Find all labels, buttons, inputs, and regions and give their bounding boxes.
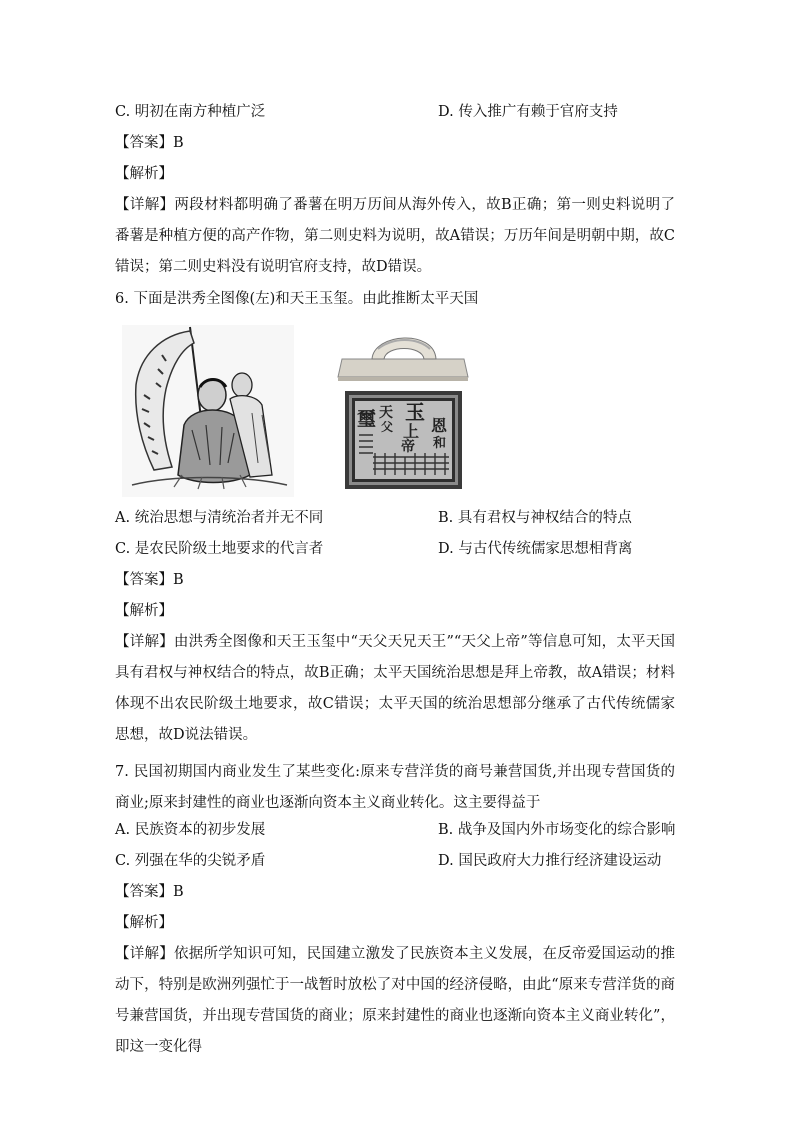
seal-char-tian: 天 [379,405,393,421]
q6-option-b: B. 具有君权与神权结合的特点 [438,510,632,526]
q7-answer: 【答案】B [115,884,184,900]
seal-char-xi: 璽 [357,408,377,430]
seal-char-yu: 玉 [405,400,425,424]
q7-option-c: C. 列强在华的尖锐矛盾 [115,853,266,869]
q6-answer: 【答案】B [115,572,184,588]
seal-char-di: 帝 [401,439,415,455]
seal-char-shang: 上 [403,422,420,441]
hong-xiuquan-portrait [122,325,294,497]
q5-detail: 【详解】两段材料都明确了番薯在明万历间从海外传入，故B正确；第一则史料说明了番薯是种植方便的高产作物，第二则史料为说明，故A错误；万历年间是明朝中期，故C错误；第二则史料没有说明官府支持，故D错误。 [115,197,675,275]
q7-stem: 7. 民国初期国内商业发生了某些变化:原来专营洋货的商号兼营国货,并出现专营国货的商业;原来封建性的商业也逐渐向资本主义商业转化。这主要得益于 [115,764,675,811]
q7-option-d: D. 国民政府大力推行经济建设运动 [438,853,662,869]
q6-option-a: A. 统治思想与清统治者并无不同 [115,510,324,526]
jade-seal-imprint [345,391,462,489]
seal-char-he: 和 [433,436,447,451]
jade-seal-photo [336,325,470,383]
q6-analysis-label: 【解析】 [115,603,173,619]
q5-option-c: C. 明初在南方种植广泛 [115,104,266,120]
seal-char-en: 恩 [431,416,448,435]
q6-detail: 【详解】由洪秀全图像和天王玉玺中“天父天兄天王”“天父上帝”等信息可知，太平天国具有君权与神权结合的特点，故B正确；太平天国统治思想是拜上帝教，故A错误；材料体现不出农民阶级土地要求，故C错误；太平天国的统治思想部分继承了古代传统儒家思想，故D说法错误。 [115,634,675,743]
q7-detail: 【详解】依据所学知识可知，民国建立激发了民族资本主义发展，在反帝爱国运动的推动下，特别是欧洲列强忙于一战暂时放松了对中国的经济侵略，由此“原来专营洋货的商号兼营国货，并出现专营国货的商业；原来封建性的商业也逐渐向资本主义商业转化”，即这一变化得 [115,946,675,1055]
q7-analysis-label: 【解析】 [115,915,173,931]
q5-analysis-label: 【解析】 [115,166,173,182]
q7-option-a: A. 民族资本的初步发展 [115,822,266,838]
q6-option-c: C. 是农民阶级土地要求的代言者 [115,541,324,557]
seal-char-fu: 父 [381,420,394,434]
q6-option-d: D. 与古代传统儒家思想相背离 [438,541,633,557]
q5-option-d: D. 传入推广有赖于官府支持 [438,104,618,120]
q6-stem: 6. 下面是洪秀全图像(左)和天王玉玺。由此推断太平天国 [115,291,479,307]
q7-option-b: B. 战争及国内外市场变化的综合影响 [438,822,676,838]
q5-answer: 【答案】B [115,135,184,151]
